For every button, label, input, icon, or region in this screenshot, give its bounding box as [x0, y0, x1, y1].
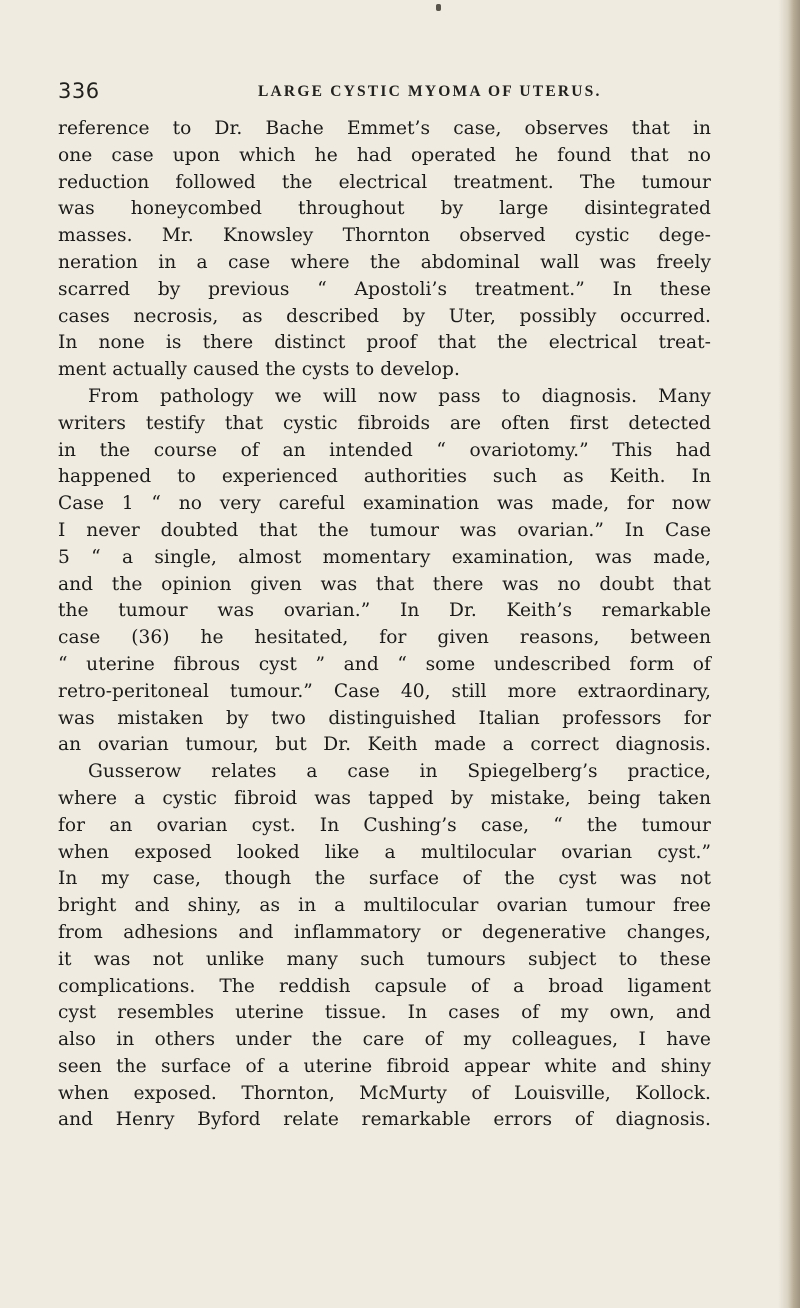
- text-line: seen the surface of a uterine fibroid appear white and shiny: [58, 1055, 711, 1077]
- text-line: for an ovarian cyst. In Cushing’s case, “ the tumour: [58, 814, 711, 836]
- text-line: writers testify that cystic fibroids are often first detected: [58, 412, 711, 434]
- text-line: in the course of an intended “ ovariotomy.” This had: [58, 439, 711, 461]
- text-line: and Henry Byford relate remarkable errors of diagnosis.: [58, 1109, 711, 1131]
- text-line: was mistaken by two distinguished Italian professors for: [58, 707, 711, 729]
- text-line: Case 1 “ no very careful examination was made, for now: [58, 493, 711, 515]
- text-line: 5 “ a single, almost momentary examination, was made,: [58, 546, 711, 568]
- text-line: In none is there distinct proof that the electrical treat-: [58, 332, 711, 354]
- text-line: it was not unlike many such tumours subject to these: [58, 948, 711, 970]
- text-line: was honeycombed throughout by large disintegrated: [58, 198, 711, 220]
- text-line: the tumour was ovarian.” In Dr. Keith’s remarkable: [58, 600, 711, 622]
- text-line: neration in a case where the abdominal wall was freely: [58, 251, 711, 273]
- text-line: happened to experienced authorities such as Keith. In: [58, 466, 711, 488]
- text-line: masses. Mr. Knowsley Thornton observed cystic dege-: [58, 225, 711, 247]
- running-head-title: LARGE CYSTIC MYOMA OF UTERUS.: [258, 83, 602, 100]
- text-line: ment actually caused the cysts to develop.: [58, 359, 460, 381]
- text-line: Gusserow relates a case in Spiegelberg’s practice,: [88, 761, 711, 783]
- text-line: where a cystic fibroid was tapped by mistake, being taken: [58, 787, 711, 809]
- text-line: cases necrosis, as described by Uter, possibly occurred.: [58, 305, 711, 327]
- text-line: reduction followed the electrical treatment. The tumour: [58, 171, 711, 193]
- page-edge-shadow: [778, 0, 800, 1308]
- text-line: From pathology we will now pass to diagnosis. Many: [88, 385, 711, 407]
- text-line: reference to Dr. Bache Emmet’s case, observes that in: [58, 118, 711, 139]
- running-head: [58, 79, 698, 105]
- body-text: [58, 116, 711, 1134]
- ink-speck: [436, 4, 441, 11]
- text-line: bright and shiny, as in a multilocular ovarian tumour free: [58, 895, 711, 917]
- text-line: In my case, though the surface of the cyst was not: [58, 868, 711, 890]
- page-number: 336: [58, 79, 100, 103]
- text-line: also in others under the care of my colleagues, I have: [58, 1029, 711, 1051]
- text-line: “ uterine fibrous cyst ” and “ some undescribed form of: [58, 653, 711, 675]
- text-line: scarred by previous “ Apostoli’s treatment.” In these: [58, 278, 711, 300]
- text-line: an ovarian tumour, but Dr. Keith made a correct diagnosis.: [58, 734, 711, 756]
- text-line: and the opinion given was that there was no doubt that: [58, 573, 711, 595]
- text-line: case (36) he hesitated, for given reasons, between: [58, 627, 711, 649]
- text-line: complications. The reddish capsule of a broad ligament: [58, 975, 711, 997]
- text-line: I never doubted that the tumour was ovarian.” In Case: [58, 519, 711, 541]
- text-line: from adhesions and inflammatory or degenerative changes,: [58, 921, 711, 943]
- text-line: one case upon which he had operated he found that no: [58, 144, 711, 166]
- text-line: when exposed looked like a multilocular ovarian cyst.”: [58, 841, 711, 863]
- text-line: cyst resembles uterine tissue. In cases of my own, and: [58, 1002, 711, 1024]
- text-line: when exposed. Thornton, McMurty of Louisville, Kollock.: [58, 1082, 711, 1104]
- text-line: retro-peritoneal tumour.” Case 40, still more extraordinary,: [58, 680, 711, 702]
